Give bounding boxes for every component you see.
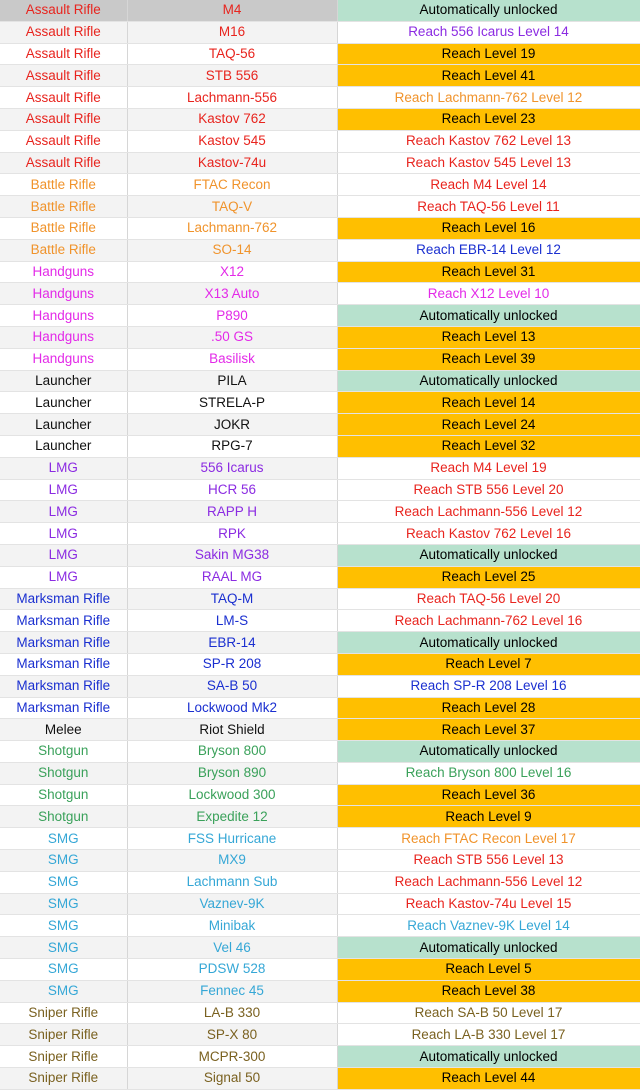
category-cell: Handguns <box>0 305 127 327</box>
table-row <box>0 392 640 414</box>
weapon-cell: RAPP H <box>127 501 337 523</box>
unlock-requirement-cell: Reach Level 31 <box>337 261 640 283</box>
category-cell: Launcher <box>0 392 127 414</box>
table-row <box>0 871 640 893</box>
category-cell: Marksman Rifle <box>0 697 127 719</box>
table-row <box>0 435 640 457</box>
category-cell: Shotgun <box>0 784 127 806</box>
unlock-requirement-cell: Reach SP-R 208 Level 16 <box>337 675 640 697</box>
category-cell: Melee <box>0 719 127 741</box>
table-row <box>0 152 640 174</box>
unlock-requirement-cell: Reach Level 16 <box>337 217 640 239</box>
weapon-cell: LM-S <box>127 610 337 632</box>
weapon-cell: Minibak <box>127 915 337 937</box>
unlock-requirement-cell: Reach M4 Level 19 <box>337 457 640 479</box>
weapon-cell: MX9 <box>127 850 337 872</box>
weapon-cell: TAQ-56 <box>127 43 337 65</box>
table-row <box>0 370 640 392</box>
category-cell: SMG <box>0 959 127 981</box>
weapon-cell: RAAL MG <box>127 566 337 588</box>
table-row <box>0 414 640 436</box>
unlock-requirement-cell: Reach Vaznev-9K Level 14 <box>337 915 640 937</box>
weapon-cell: SP-X 80 <box>127 1024 337 1046</box>
unlock-requirement-cell: Automatically unlocked <box>337 0 640 21</box>
category-cell: SMG <box>0 850 127 872</box>
category-cell: Battle Rifle <box>0 239 127 261</box>
unlock-requirement-cell: Reach Level 23 <box>337 108 640 130</box>
table-row <box>0 937 640 959</box>
weapon-cell: FTAC Recon <box>127 174 337 196</box>
table-row <box>0 632 640 654</box>
category-cell: SMG <box>0 915 127 937</box>
table-row <box>0 850 640 872</box>
unlock-requirement-cell: Reach Kastov 762 Level 13 <box>337 130 640 152</box>
weapon-cell: 556 Icarus <box>127 457 337 479</box>
unlock-requirement-cell: Reach Bryson 800 Level 16 <box>337 762 640 784</box>
category-cell: SMG <box>0 871 127 893</box>
table-row <box>0 980 640 1002</box>
category-cell: SMG <box>0 828 127 850</box>
unlock-requirement-cell: Reach STB 556 Level 13 <box>337 850 640 872</box>
category-cell: Handguns <box>0 348 127 370</box>
unlock-requirement-cell: Reach Level 14 <box>337 392 640 414</box>
category-cell: Sniper Rifle <box>0 1002 127 1024</box>
category-cell: Sniper Rifle <box>0 1024 127 1046</box>
category-cell: Shotgun <box>0 741 127 763</box>
weapon-cell: STB 556 <box>127 65 337 87</box>
table-row <box>0 348 640 370</box>
unlock-requirement-cell: Reach M4 Level 14 <box>337 174 640 196</box>
weapon-cell: MCPR-300 <box>127 1046 337 1068</box>
unlock-requirement-cell: Reach Level 36 <box>337 784 640 806</box>
weapon-cell: Lachmann-762 <box>127 217 337 239</box>
unlock-requirement-cell: Automatically unlocked <box>337 305 640 327</box>
table-row <box>0 1046 640 1068</box>
category-cell: Assault Rifle <box>0 43 127 65</box>
table-row <box>0 283 640 305</box>
weapon-cell: Lachmann-556 <box>127 87 337 109</box>
table-row <box>0 959 640 981</box>
weapon-cell: Kastov 545 <box>127 130 337 152</box>
table-row <box>0 130 640 152</box>
table-row <box>0 174 640 196</box>
category-cell: Assault Rifle <box>0 108 127 130</box>
weapon-cell: Bryson 890 <box>127 762 337 784</box>
unlock-requirement-cell: Reach Level 25 <box>337 566 640 588</box>
unlock-requirement-cell: Reach EBR-14 Level 12 <box>337 239 640 261</box>
weapon-cell: RPG-7 <box>127 435 337 457</box>
category-cell: Launcher <box>0 370 127 392</box>
weapon-cell: M16 <box>127 21 337 43</box>
unlock-requirement-cell: Reach Kastov-74u Level 15 <box>337 893 640 915</box>
table-row <box>0 43 640 65</box>
category-cell: Marksman Rifle <box>0 653 127 675</box>
unlock-requirement-cell: Automatically unlocked <box>337 632 640 654</box>
weapon-cell: RPK <box>127 523 337 545</box>
category-cell: LMG <box>0 544 127 566</box>
weapon-cell: LA-B 330 <box>127 1002 337 1024</box>
unlock-requirement-cell: Reach X12 Level 10 <box>337 283 640 305</box>
category-cell: Assault Rifle <box>0 21 127 43</box>
category-cell: LMG <box>0 501 127 523</box>
table-row <box>0 784 640 806</box>
unlock-requirement-cell: Reach Lachmann-762 Level 12 <box>337 87 640 109</box>
table-row <box>0 741 640 763</box>
category-cell: Marksman Rifle <box>0 610 127 632</box>
weapon-cell: HCR 56 <box>127 479 337 501</box>
table-row <box>0 719 640 741</box>
unlock-requirement-cell: Reach Level 7 <box>337 653 640 675</box>
weapon-cell: Fennec 45 <box>127 980 337 1002</box>
table-row <box>0 239 640 261</box>
table-row <box>0 479 640 501</box>
weapon-cell: X13 Auto <box>127 283 337 305</box>
table-row <box>0 675 640 697</box>
unlock-requirement-cell: Reach Level 5 <box>337 959 640 981</box>
table-row <box>0 697 640 719</box>
unlock-requirement-cell: Reach LA-B 330 Level 17 <box>337 1024 640 1046</box>
category-cell: SMG <box>0 893 127 915</box>
category-cell: Marksman Rifle <box>0 588 127 610</box>
unlock-requirement-cell: Reach 556 Icarus Level 14 <box>337 21 640 43</box>
category-cell: Launcher <box>0 435 127 457</box>
weapon-cell: Lockwood 300 <box>127 784 337 806</box>
unlock-requirement-cell: Reach FTAC Recon Level 17 <box>337 828 640 850</box>
table-row <box>0 87 640 109</box>
unlock-requirement-cell: Reach Level 41 <box>337 65 640 87</box>
category-cell: LMG <box>0 457 127 479</box>
weapon-cell: .50 GS <box>127 326 337 348</box>
unlock-requirement-cell: Reach Level 19 <box>337 43 640 65</box>
weapon-cell: M4 <box>127 0 337 21</box>
category-cell: Assault Rifle <box>0 87 127 109</box>
unlock-requirement-cell: Reach Lachmann-762 Level 16 <box>337 610 640 632</box>
table-row <box>0 544 640 566</box>
table-row <box>0 806 640 828</box>
unlock-requirement-cell: Reach Level 32 <box>337 435 640 457</box>
table-row <box>0 108 640 130</box>
weapon-cell: STRELA-P <box>127 392 337 414</box>
unlock-requirement-cell: Automatically unlocked <box>337 741 640 763</box>
category-cell: Battle Rifle <box>0 217 127 239</box>
table-row <box>0 1024 640 1046</box>
unlock-requirement-cell: Reach Level 24 <box>337 414 640 436</box>
category-cell: Sniper Rifle <box>0 1046 127 1068</box>
weapon-cell: Sakin MG38 <box>127 544 337 566</box>
unlock-requirement-cell: Reach Kastov 545 Level 13 <box>337 152 640 174</box>
category-cell: Battle Rifle <box>0 196 127 218</box>
weapon-cell: PILA <box>127 370 337 392</box>
weapon-cell: Kastov 762 <box>127 108 337 130</box>
category-cell: Sniper Rifle <box>0 1068 127 1090</box>
table-row <box>0 1068 640 1090</box>
category-cell: Assault Rifle <box>0 65 127 87</box>
unlock-requirement-cell: Reach Level 13 <box>337 326 640 348</box>
unlock-requirement-cell: Automatically unlocked <box>337 370 640 392</box>
unlock-requirement-cell: Reach Level 44 <box>337 1068 640 1090</box>
table-row <box>0 65 640 87</box>
table-row <box>0 915 640 937</box>
unlock-requirement-cell: Reach TAQ-56 Level 20 <box>337 588 640 610</box>
unlock-requirement-cell: Reach Level 39 <box>337 348 640 370</box>
unlock-requirement-cell: Reach Level 38 <box>337 980 640 1002</box>
unlock-requirement-cell: Reach Level 9 <box>337 806 640 828</box>
unlock-requirement-cell: Automatically unlocked <box>337 544 640 566</box>
unlock-requirement-cell: Automatically unlocked <box>337 1046 640 1068</box>
table-row <box>0 828 640 850</box>
category-cell: Assault Rifle <box>0 0 127 21</box>
weapon-cell: EBR-14 <box>127 632 337 654</box>
weapon-cell: Vaznev-9K <box>127 893 337 915</box>
table-row <box>0 0 640 21</box>
category-cell: LMG <box>0 523 127 545</box>
weapon-cell: Lachmann Sub <box>127 871 337 893</box>
weapon-cell: Signal 50 <box>127 1068 337 1090</box>
table-row <box>0 305 640 327</box>
table-row <box>0 566 640 588</box>
unlock-requirement-cell: Reach Level 37 <box>337 719 640 741</box>
category-cell: LMG <box>0 479 127 501</box>
category-cell: Launcher <box>0 414 127 436</box>
unlock-requirement-cell: Reach TAQ-56 Level 11 <box>337 196 640 218</box>
unlock-requirement-cell: Automatically unlocked <box>337 937 640 959</box>
table-row <box>0 653 640 675</box>
unlock-requirement-cell: Reach SA-B 50 Level 17 <box>337 1002 640 1024</box>
table-row <box>0 196 640 218</box>
category-cell: SMG <box>0 980 127 1002</box>
table-row <box>0 588 640 610</box>
table-row <box>0 457 640 479</box>
table-row <box>0 261 640 283</box>
table-row <box>0 1002 640 1024</box>
table-row <box>0 762 640 784</box>
weapon-cell: SA-B 50 <box>127 675 337 697</box>
table-row <box>0 893 640 915</box>
category-cell: Handguns <box>0 326 127 348</box>
weapon-cell: TAQ-M <box>127 588 337 610</box>
category-cell: Assault Rifle <box>0 152 127 174</box>
category-cell: Shotgun <box>0 762 127 784</box>
unlock-requirement-cell: Reach Lachmann-556 Level 12 <box>337 871 640 893</box>
table-row <box>0 21 640 43</box>
unlock-requirement-cell: Reach Lachmann-556 Level 12 <box>337 501 640 523</box>
table-row <box>0 326 640 348</box>
weapon-cell: Bryson 800 <box>127 741 337 763</box>
category-cell: Assault Rifle <box>0 130 127 152</box>
weapon-cell: Vel 46 <box>127 937 337 959</box>
weapon-cell: Kastov-74u <box>127 152 337 174</box>
weapon-cell: Riot Shield <box>127 719 337 741</box>
category-cell: Marksman Rifle <box>0 632 127 654</box>
weapon-cell: P890 <box>127 305 337 327</box>
weapon-cell: FSS Hurricane <box>127 828 337 850</box>
unlock-requirement-cell: Reach STB 556 Level 20 <box>337 479 640 501</box>
weapon-cell: Lockwood Mk2 <box>127 697 337 719</box>
category-cell: LMG <box>0 566 127 588</box>
weapon-cell: TAQ-V <box>127 196 337 218</box>
category-cell: Handguns <box>0 283 127 305</box>
table-row <box>0 610 640 632</box>
category-cell: Marksman Rifle <box>0 675 127 697</box>
category-cell: SMG <box>0 937 127 959</box>
table-row <box>0 523 640 545</box>
weapon-cell: Expedite 12 <box>127 806 337 828</box>
category-cell: Battle Rifle <box>0 174 127 196</box>
weapon-cell: SP-R 208 <box>127 653 337 675</box>
weapon-cell: Basilisk <box>127 348 337 370</box>
table-row <box>0 217 640 239</box>
category-cell: Handguns <box>0 261 127 283</box>
unlock-requirement-cell: Reach Level 28 <box>337 697 640 719</box>
weapon-cell: SO-14 <box>127 239 337 261</box>
weapon-cell: X12 <box>127 261 337 283</box>
weapon-cell: PDSW 528 <box>127 959 337 981</box>
table-row <box>0 501 640 523</box>
unlock-requirement-cell: Reach Kastov 762 Level 16 <box>337 523 640 545</box>
weapon-cell: JOKR <box>127 414 337 436</box>
category-cell: Shotgun <box>0 806 127 828</box>
